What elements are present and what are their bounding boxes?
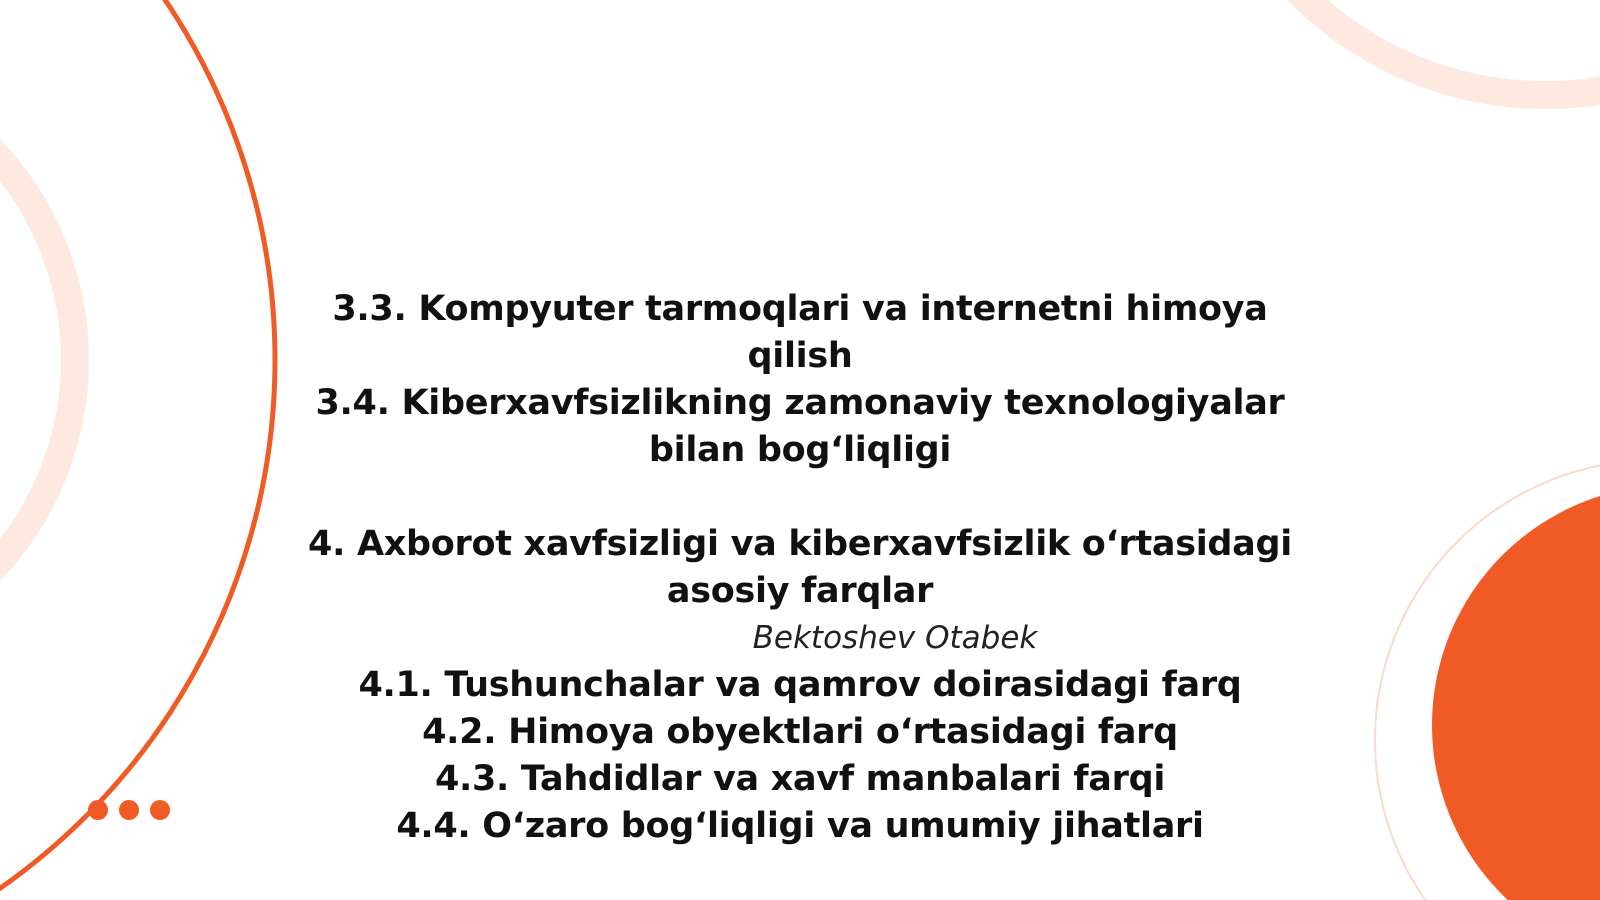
left-orange-arc	[0, 0, 275, 900]
outline-item-4-2: 4.2. Himoya obyektlari o‘rtasidagi farq	[422, 712, 1178, 752]
author-name: Bektoshev Otabek	[752, 620, 1038, 656]
dot-icon	[150, 800, 170, 820]
outline-item-4-4: 4.4. O‘zaro bog‘liqligi va umumiy jihatlari	[396, 806, 1204, 846]
spacer	[300, 474, 1300, 521]
dot-icon	[88, 800, 108, 820]
outline-item-4-3: 4.3. Tahdidlar va xavf manbalari farqi	[434, 759, 1166, 799]
bottom-right-orange-circle	[1432, 485, 1600, 900]
ellipsis-dots	[88, 800, 178, 822]
top-right-light-arc	[1200, 0, 1600, 95]
left-light-arc	[0, 55, 75, 665]
dot-icon	[119, 800, 139, 820]
outline-item-4-1: 4.1. Tushunchalar va qamrov doirasidagi farq	[358, 665, 1242, 705]
outline-item-3-3: 3.3. Kompyuter tarmoqlari va internetni himoya qilish	[332, 289, 1268, 376]
outline-item-4: 4. Axborot xavfsizligi va kiberxavfsizlik o‘rtasidagi asosiy farqlar	[308, 524, 1292, 611]
outline-text	[300, 286, 1300, 850]
outline-item-3-4: 3.4. Kiberxavfsizlikning zamonaviy texnologiyalar bilan bog‘liqligi	[315, 383, 1285, 470]
